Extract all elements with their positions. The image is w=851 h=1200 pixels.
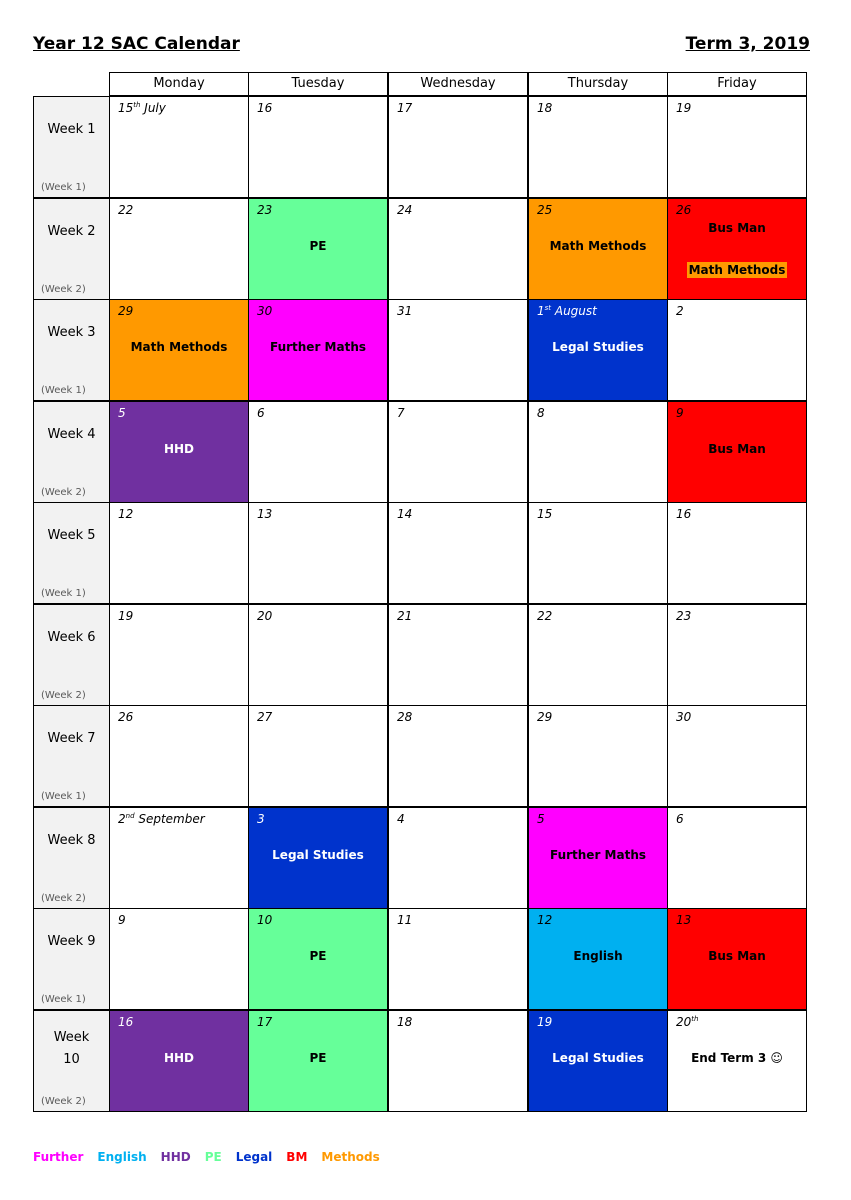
calendar-day-cell[interactable] [248, 1010, 388, 1112]
date-label: 24 [397, 202, 413, 217]
sac-label: PE [309, 1050, 327, 1065]
date-label: 26 [676, 202, 692, 217]
calendar-day-cell[interactable] [248, 705, 388, 807]
calendar-day-cell[interactable] [528, 299, 668, 401]
calendar-day-cell[interactable] [109, 401, 249, 503]
date-suffix: st [544, 304, 552, 312]
calendar-day-cell[interactable] [528, 502, 668, 604]
week-label: Week 1 [47, 122, 96, 137]
week-label-cell [33, 299, 110, 401]
calendar-day-cell[interactable] [248, 299, 388, 401]
sac-label: HHD [163, 441, 195, 456]
calendar-day-cell[interactable] [528, 96, 668, 198]
date-label: 30 [676, 710, 692, 724]
day-header-thursday: Thursday [528, 72, 668, 96]
calendar-day-cell[interactable] [388, 96, 528, 198]
calendar-day-cell[interactable] [388, 1010, 528, 1112]
date-label: 23 [257, 202, 273, 217]
calendar-day-cell[interactable] [388, 299, 528, 401]
date-suffix: th [691, 1014, 699, 1023]
date-label: 28 [397, 710, 413, 724]
calendar-day-cell[interactable] [109, 807, 249, 909]
calendar-day-cell[interactable] [248, 96, 388, 198]
week-sub-label: (Week 1) [41, 385, 86, 396]
date-label: 13 [257, 507, 273, 521]
week-label-cell [33, 401, 110, 503]
week-label: Week 8 [47, 832, 96, 848]
date-label: 17 [257, 1014, 273, 1029]
calendar-day-cell[interactable] [388, 502, 528, 604]
date-label: 19 [537, 1014, 553, 1029]
week-sub-label: (Week 2) [41, 689, 86, 701]
sac-label: English [573, 949, 623, 963]
week-label: Week 4 [47, 426, 96, 442]
date-label: 16 [257, 101, 273, 115]
calendar-day-cell[interactable] [248, 502, 388, 604]
date-label: 12 [118, 507, 134, 521]
calendar-day-cell[interactable] [528, 807, 668, 909]
calendar-day-cell[interactable] [667, 401, 807, 503]
week-label-cell [33, 807, 110, 909]
calendar-day-cell[interactable] [388, 198, 528, 300]
calendar-day-cell[interactable] [109, 299, 249, 401]
page-title: Year 12 SAC Calendar [33, 34, 240, 54]
week-label-cell [33, 604, 110, 706]
calendar-day-cell[interactable] [528, 401, 668, 503]
week-label-cell [33, 705, 110, 807]
calendar-day-cell[interactable] [248, 401, 388, 503]
calendar-day-cell[interactable] [248, 604, 388, 706]
calendar-day-cell[interactable] [667, 604, 807, 706]
calendar-day-cell[interactable] [388, 401, 528, 503]
day-header-wednesday: Wednesday [388, 72, 528, 96]
sac-label: PE [309, 238, 327, 253]
term-label: Term 3, 2019 [685, 34, 810, 54]
calendar-day-cell[interactable] [109, 96, 249, 198]
calendar-day-cell[interactable] [388, 604, 528, 706]
week-sub-label: (Week 1) [41, 994, 86, 1005]
week-label: Week 2 [47, 223, 96, 239]
date-label: 31 [397, 304, 413, 318]
sac-label: Math Methods [130, 340, 228, 354]
week-label-cell [33, 96, 110, 198]
calendar-day-cell[interactable] [667, 908, 807, 1010]
date-label: 10 [257, 913, 273, 927]
date-label: 15 [537, 507, 553, 521]
week-label: Week 10 [53, 1029, 90, 1067]
calendar-day-cell[interactable] [528, 705, 668, 807]
legend-item: Methods [321, 1150, 380, 1164]
calendar-day-cell[interactable] [667, 299, 807, 401]
legend-item: Further [33, 1150, 84, 1164]
date-label: 21 [397, 608, 413, 623]
legend-item: HHD [160, 1150, 191, 1164]
sac-label: End Term 3 ☺ [691, 1050, 783, 1065]
date-label: 29 [537, 710, 553, 724]
legend-item: BM [286, 1150, 308, 1164]
calendar-day-cell[interactable] [528, 908, 668, 1010]
sac-label: Legal Studies [552, 1050, 644, 1065]
week-label-cell [33, 198, 110, 300]
date-label: 6 [257, 405, 265, 420]
sac-label: Further Maths [549, 847, 647, 862]
date-label: 9 [118, 913, 126, 927]
legend [33, 1150, 394, 1164]
week-label-cell [33, 502, 110, 604]
week-sub-label: (Week 1) [41, 791, 86, 802]
calendar-day-cell[interactable] [667, 502, 807, 604]
calendar-day-cell[interactable] [667, 705, 807, 807]
date-label: 8 [537, 405, 545, 420]
day-header-tuesday: Tuesday [248, 72, 388, 96]
date-label: 5 [118, 405, 126, 420]
calendar-day-cell[interactable] [109, 908, 249, 1010]
date-label: 15th July [118, 101, 166, 115]
date-label: 4 [397, 811, 405, 826]
date-label: 18 [397, 1014, 413, 1029]
date-label: 9 [676, 405, 684, 420]
sac-highlight: Math Methods [688, 262, 786, 277]
week-sub-label: (Week 1) [41, 588, 86, 599]
legend-item: English [97, 1150, 147, 1164]
sac-label: HHD [163, 1050, 195, 1065]
date-label: 2 [676, 304, 684, 318]
sac-label: Bus Man [708, 949, 766, 963]
date-label: 1st August [537, 304, 597, 318]
date-label: 27 [257, 710, 273, 724]
sac-label [668, 263, 806, 277]
calendar-day-cell[interactable] [109, 1010, 249, 1112]
calendar-day-cell[interactable] [248, 198, 388, 300]
calendar-day-cell[interactable] [667, 96, 807, 198]
sac-label: Legal Studies [272, 847, 364, 862]
sac-label: Legal Studies [552, 340, 644, 354]
week-sub-label: (Week 2) [41, 283, 86, 295]
calendar-day-cell[interactable] [109, 198, 249, 300]
week-label: Week 9 [47, 934, 96, 949]
calendar-day-cell[interactable] [667, 807, 807, 909]
date-label: 23 [676, 608, 692, 623]
calendar-day-cell[interactable] [388, 807, 528, 909]
date-label: 17 [397, 101, 413, 115]
week-sub-label: (Week 2) [41, 892, 86, 904]
date-label: 19 [676, 101, 692, 115]
week-label: Week 3 [47, 325, 96, 340]
date-label: 20 [257, 608, 273, 623]
date-label: 2nd September [118, 811, 205, 826]
calendar-day-cell[interactable] [528, 198, 668, 300]
legend-item: Legal [235, 1150, 273, 1164]
legend-item: PE [204, 1150, 222, 1164]
date-label: 3 [257, 811, 265, 826]
date-label: 11 [397, 913, 413, 927]
date-label: 18 [537, 101, 553, 115]
date-suffix: nd [125, 811, 135, 820]
sac-label: Bus Man [708, 220, 766, 235]
day-header-friday: Friday [667, 72, 807, 96]
date-label: 16 [118, 1014, 134, 1029]
date-label: 30 [257, 304, 273, 318]
calendar-day-cell[interactable] [109, 604, 249, 706]
date-label: 22 [537, 608, 553, 623]
date-label: 19 [118, 608, 134, 623]
calendar-day-cell[interactable] [388, 908, 528, 1010]
calendar-day-cell[interactable] [109, 705, 249, 807]
sac-label: PE [309, 949, 327, 963]
date-label: 5 [537, 811, 545, 826]
date-label: 20th [676, 1014, 699, 1029]
week-label: Week 5 [47, 528, 96, 543]
calendar-day-cell[interactable] [388, 705, 528, 807]
calendar-day-cell[interactable] [528, 1010, 668, 1112]
date-label: 6 [676, 811, 684, 826]
date-label: 25 [537, 202, 553, 217]
calendar-day-cell[interactable] [667, 1010, 807, 1112]
week-label: Week 7 [47, 731, 96, 746]
date-label: 29 [118, 304, 134, 318]
week-label-cell [33, 908, 110, 1010]
calendar-day-cell[interactable] [109, 502, 249, 604]
calendar-day-cell[interactable] [248, 807, 388, 909]
date-label: 26 [118, 710, 134, 724]
sac-label: Bus Man [708, 441, 766, 456]
week-sub-label: (Week 2) [41, 1095, 86, 1107]
date-label: 7 [397, 405, 405, 420]
date-label: 14 [397, 507, 413, 521]
sac-label: Math Methods [549, 238, 647, 253]
calendar-day-cell[interactable] [667, 198, 807, 300]
date-label: 12 [537, 913, 553, 927]
calendar-day-cell[interactable] [528, 604, 668, 706]
calendar-day-cell[interactable] [248, 908, 388, 1010]
date-label: 13 [676, 913, 692, 927]
week-sub-label: (Week 2) [41, 486, 86, 498]
day-header-monday: Monday [109, 72, 249, 96]
week-label-cell [33, 1010, 110, 1112]
date-suffix: th [133, 101, 141, 109]
sac-label: Further Maths [269, 340, 367, 354]
date-label: 16 [676, 507, 692, 521]
week-sub-label: (Week 1) [41, 182, 86, 193]
week-label: Week 6 [47, 629, 96, 645]
date-label: 22 [118, 202, 134, 217]
